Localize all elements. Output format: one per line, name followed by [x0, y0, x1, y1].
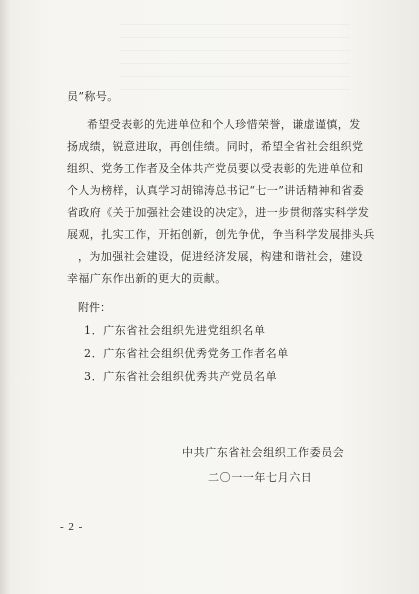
paragraph-line: 员”称号。 [67, 90, 119, 103]
attachment-item: 1．广东省社会组织先进党组织名单 [84, 324, 266, 337]
binding-shadow [0, 0, 10, 594]
issuer: 中共广东省社会组织工作委员会 [182, 446, 345, 459]
attachments-label: 附件： [78, 301, 111, 314]
attachment-item: 3．广东省社会组织优秀共产党员名单 [84, 370, 278, 383]
date: 二〇一一年七月六日 [208, 471, 313, 484]
show-through [120, 20, 350, 90]
paragraph-line: 扬成绩，锐意进取，再创佳绩。同时，希望全省社会组织党 [67, 140, 364, 153]
paragraph-line: 组织、党务工作者及全体共产党员要以受表彰的先进单位和 [67, 162, 364, 175]
attachment-item: 2．广东省社会组织优秀党务工作者名单 [84, 347, 289, 360]
paragraph-line: 个人为榜样，认真学习胡锦涛总书记“七一”讲话精神和省委 [67, 184, 365, 197]
paragraph-line: 省政府《关于加强社会建设的决定》，进一步贯彻落实科学发 [67, 206, 370, 219]
paragraph-line: 展观，扎实工作，开拓创新，创先争优，争当科学发展排头兵 [67, 228, 375, 241]
paragraph-line: 希望受表彰的先进单位和个人珍惜荣誉，谦虚谨慎，发 [87, 118, 361, 131]
page-number: - 2 - [60, 521, 84, 533]
paragraph-line: ，为加强社会建设，促进经济发展，构建和谐社会，建设 [78, 250, 363, 263]
paragraph-line: 幸福广东作出新的更大的贡献。 [67, 272, 227, 285]
